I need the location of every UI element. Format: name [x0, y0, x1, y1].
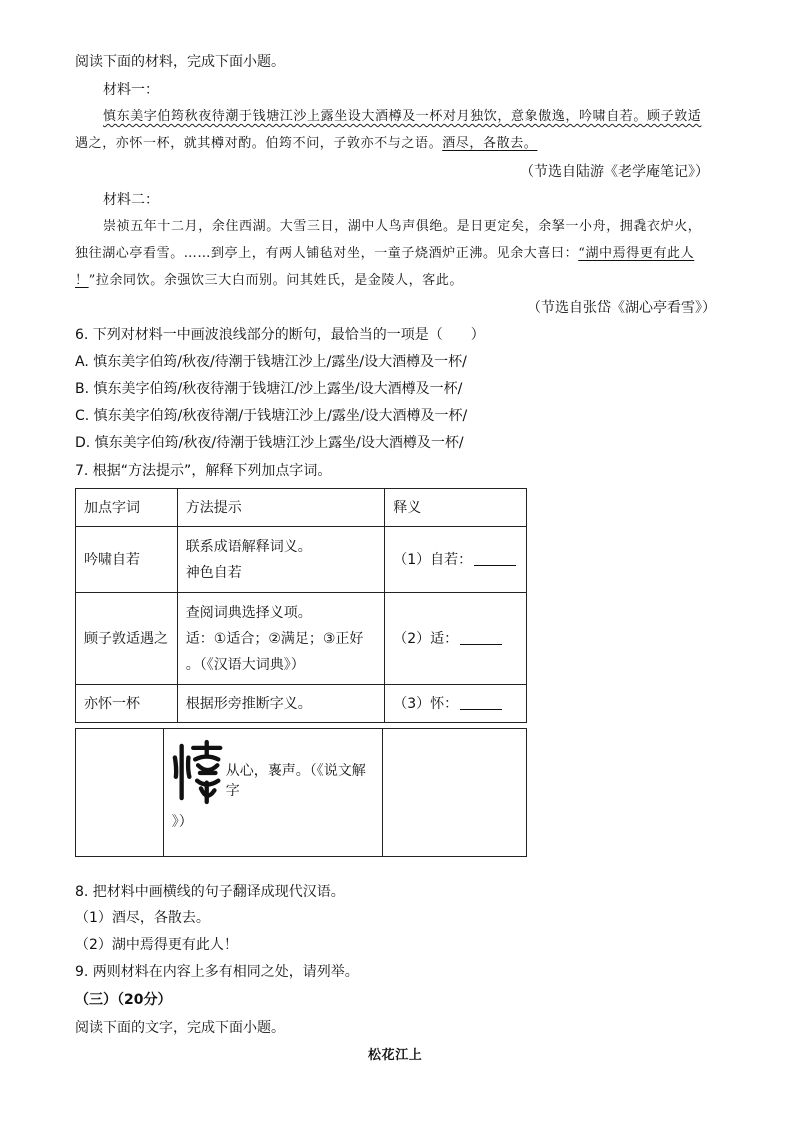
material-1-wavy-part: 慎东美字伯筠秋夜待潮于钱塘江沙上露坐设大酒樽及一杯对月独饮，意象傲逸，吟啸自若。顾子敦适: [103, 109, 702, 124]
table-row: [76, 593, 527, 685]
reading-instruction: 阅读下面的材料，完成下面小题。: [75, 54, 285, 70]
question-6-option-a[interactable]: A. 慎东美字伯筠/秋夜/待潮于钱塘江沙上/露坐/设大酒樽及一杯/: [75, 354, 467, 370]
next-passage-title: 松花江上: [368, 1048, 423, 1063]
table-cell-hint: [177, 593, 384, 685]
material-1-source: （节选自陆游《老学庵笔记》）: [520, 164, 709, 180]
seal-explanation: 从心，褢声。（《说文解字: [225, 763, 366, 799]
hint-line: 联系成语解释词义。: [185, 538, 312, 555]
meaning-label: （3）怀：: [393, 695, 459, 712]
seal-empty-cell: [76, 729, 164, 857]
answer-blank[interactable]: [460, 695, 502, 710]
material-2-source: （节选自张岱《湖心亭看雪》）: [527, 300, 716, 316]
table-header-meaning: 释义: [385, 489, 527, 527]
material-2-line-2-text: 独往湖心亭看雪。……到亭上，有两人铺毡对坐，一童子烧酒炉正沸。见余大喜曰：: [75, 246, 579, 261]
table-cell-word: 吟啸自若: [76, 527, 178, 593]
question-6-option-b[interactable]: B. 慎东美字伯筠/秋夜待潮于钱塘江/沙上露坐/设大酒樽及一杯/: [75, 381, 463, 397]
material-2-underlined-sentence-end: ！: [75, 273, 89, 288]
seal-explanation-end: 》）: [171, 814, 193, 830]
hint-line: 适：①适合；②满足；③正好: [185, 630, 364, 647]
material-2-label: 材料二：: [103, 192, 159, 208]
seal-wrap: [172, 737, 375, 807]
material-1-line-1: [103, 107, 701, 127]
question-6-stem: 6. 下列对材料一中画波浪线部分的断句，最恰当的一项是（ ）: [75, 327, 485, 343]
table-cell-hint: [177, 527, 384, 593]
meaning-label: （2）适：: [393, 630, 459, 647]
question-6-option-d[interactable]: D. 慎东美字伯筠/秋夜/待潮于钱塘江沙上露坐/设大酒樽及一杯/: [75, 435, 464, 451]
material-1-line-2: [75, 134, 537, 154]
table-row: [76, 527, 527, 593]
material-2-line-3-text: ”拉余同饮。余强饮三大白而别。问其姓氏，是金陵人，客此。: [88, 273, 464, 288]
seal-cell: [163, 729, 383, 857]
table-cell-word: 顾子敦适遇之: [76, 593, 178, 685]
material-1-label: 材料一：: [103, 82, 159, 98]
table-cell-hint: 根据形旁推断字义。: [177, 685, 384, 723]
table-cell-word: 亦怀一杯: [76, 685, 178, 723]
material-1-line-2-text: 遇之，亦怀一杯，就其樽对酌。伯筠不问，子敦亦不与之语。: [75, 136, 443, 151]
material-2-underlined-sentence-start: “湖中焉得更有此人: [578, 246, 695, 261]
question-7-stem: 7. 根据“方法提示”，解释下列加点字词。: [75, 463, 332, 479]
answer-blank[interactable]: [474, 551, 516, 566]
question-6-option-c[interactable]: C. 慎东美字伯筠/秋夜待潮/于钱塘江沙上/露坐/设大酒樽及一杯/: [75, 408, 468, 424]
answer-blank[interactable]: [460, 630, 502, 645]
table-header-hint: 方法提示: [177, 489, 384, 527]
seal-script-table: [75, 728, 527, 857]
hint-line: 神色自若: [185, 564, 242, 581]
hint-line: 。（《汉语大词典》）: [185, 656, 305, 673]
question-8-item-2: （2）湖中焉得更有此人！: [75, 937, 238, 953]
question-7-table: [75, 488, 527, 723]
table-header-row: [76, 489, 527, 527]
material-2-line-2: [75, 244, 694, 264]
reading-instruction-2: 阅读下面的文字，完成下面小题。: [75, 1020, 285, 1036]
hint-line: 查阅词典选择义项。: [185, 604, 312, 621]
table-cell-meaning: [385, 685, 527, 723]
meaning-label: （1）自若：: [393, 551, 473, 568]
material-2-line-1: 崇祯五年十二月，余住西湖。大雪三日，湖中人鸟声俱绝。是日更定矣，余拏一小舟，拥毳衣炉火，: [103, 219, 702, 234]
material-1-underlined-sentence: 酒尽，各散去。: [442, 136, 538, 151]
section-3-title: （三）（20分）: [75, 992, 172, 1008]
seal-empty-cell: [383, 729, 527, 857]
table-cell-meaning: [385, 593, 527, 685]
question-9-stem: 9. 两则材料在内容上多有相同之处，请列举。: [75, 964, 359, 980]
table-row: [76, 685, 527, 723]
table-header-word: 加点字词: [76, 489, 178, 527]
seal-script-huai-icon: [172, 737, 226, 807]
question-8-stem: 8. 把材料中画横线的句子翻译成现代汉语。: [75, 884, 345, 900]
seal-row: [76, 729, 527, 857]
table-cell-meaning: [385, 527, 527, 593]
material-2-line-3: [75, 271, 463, 291]
question-8-item-1: （1）酒尽，各散去。: [75, 910, 210, 926]
